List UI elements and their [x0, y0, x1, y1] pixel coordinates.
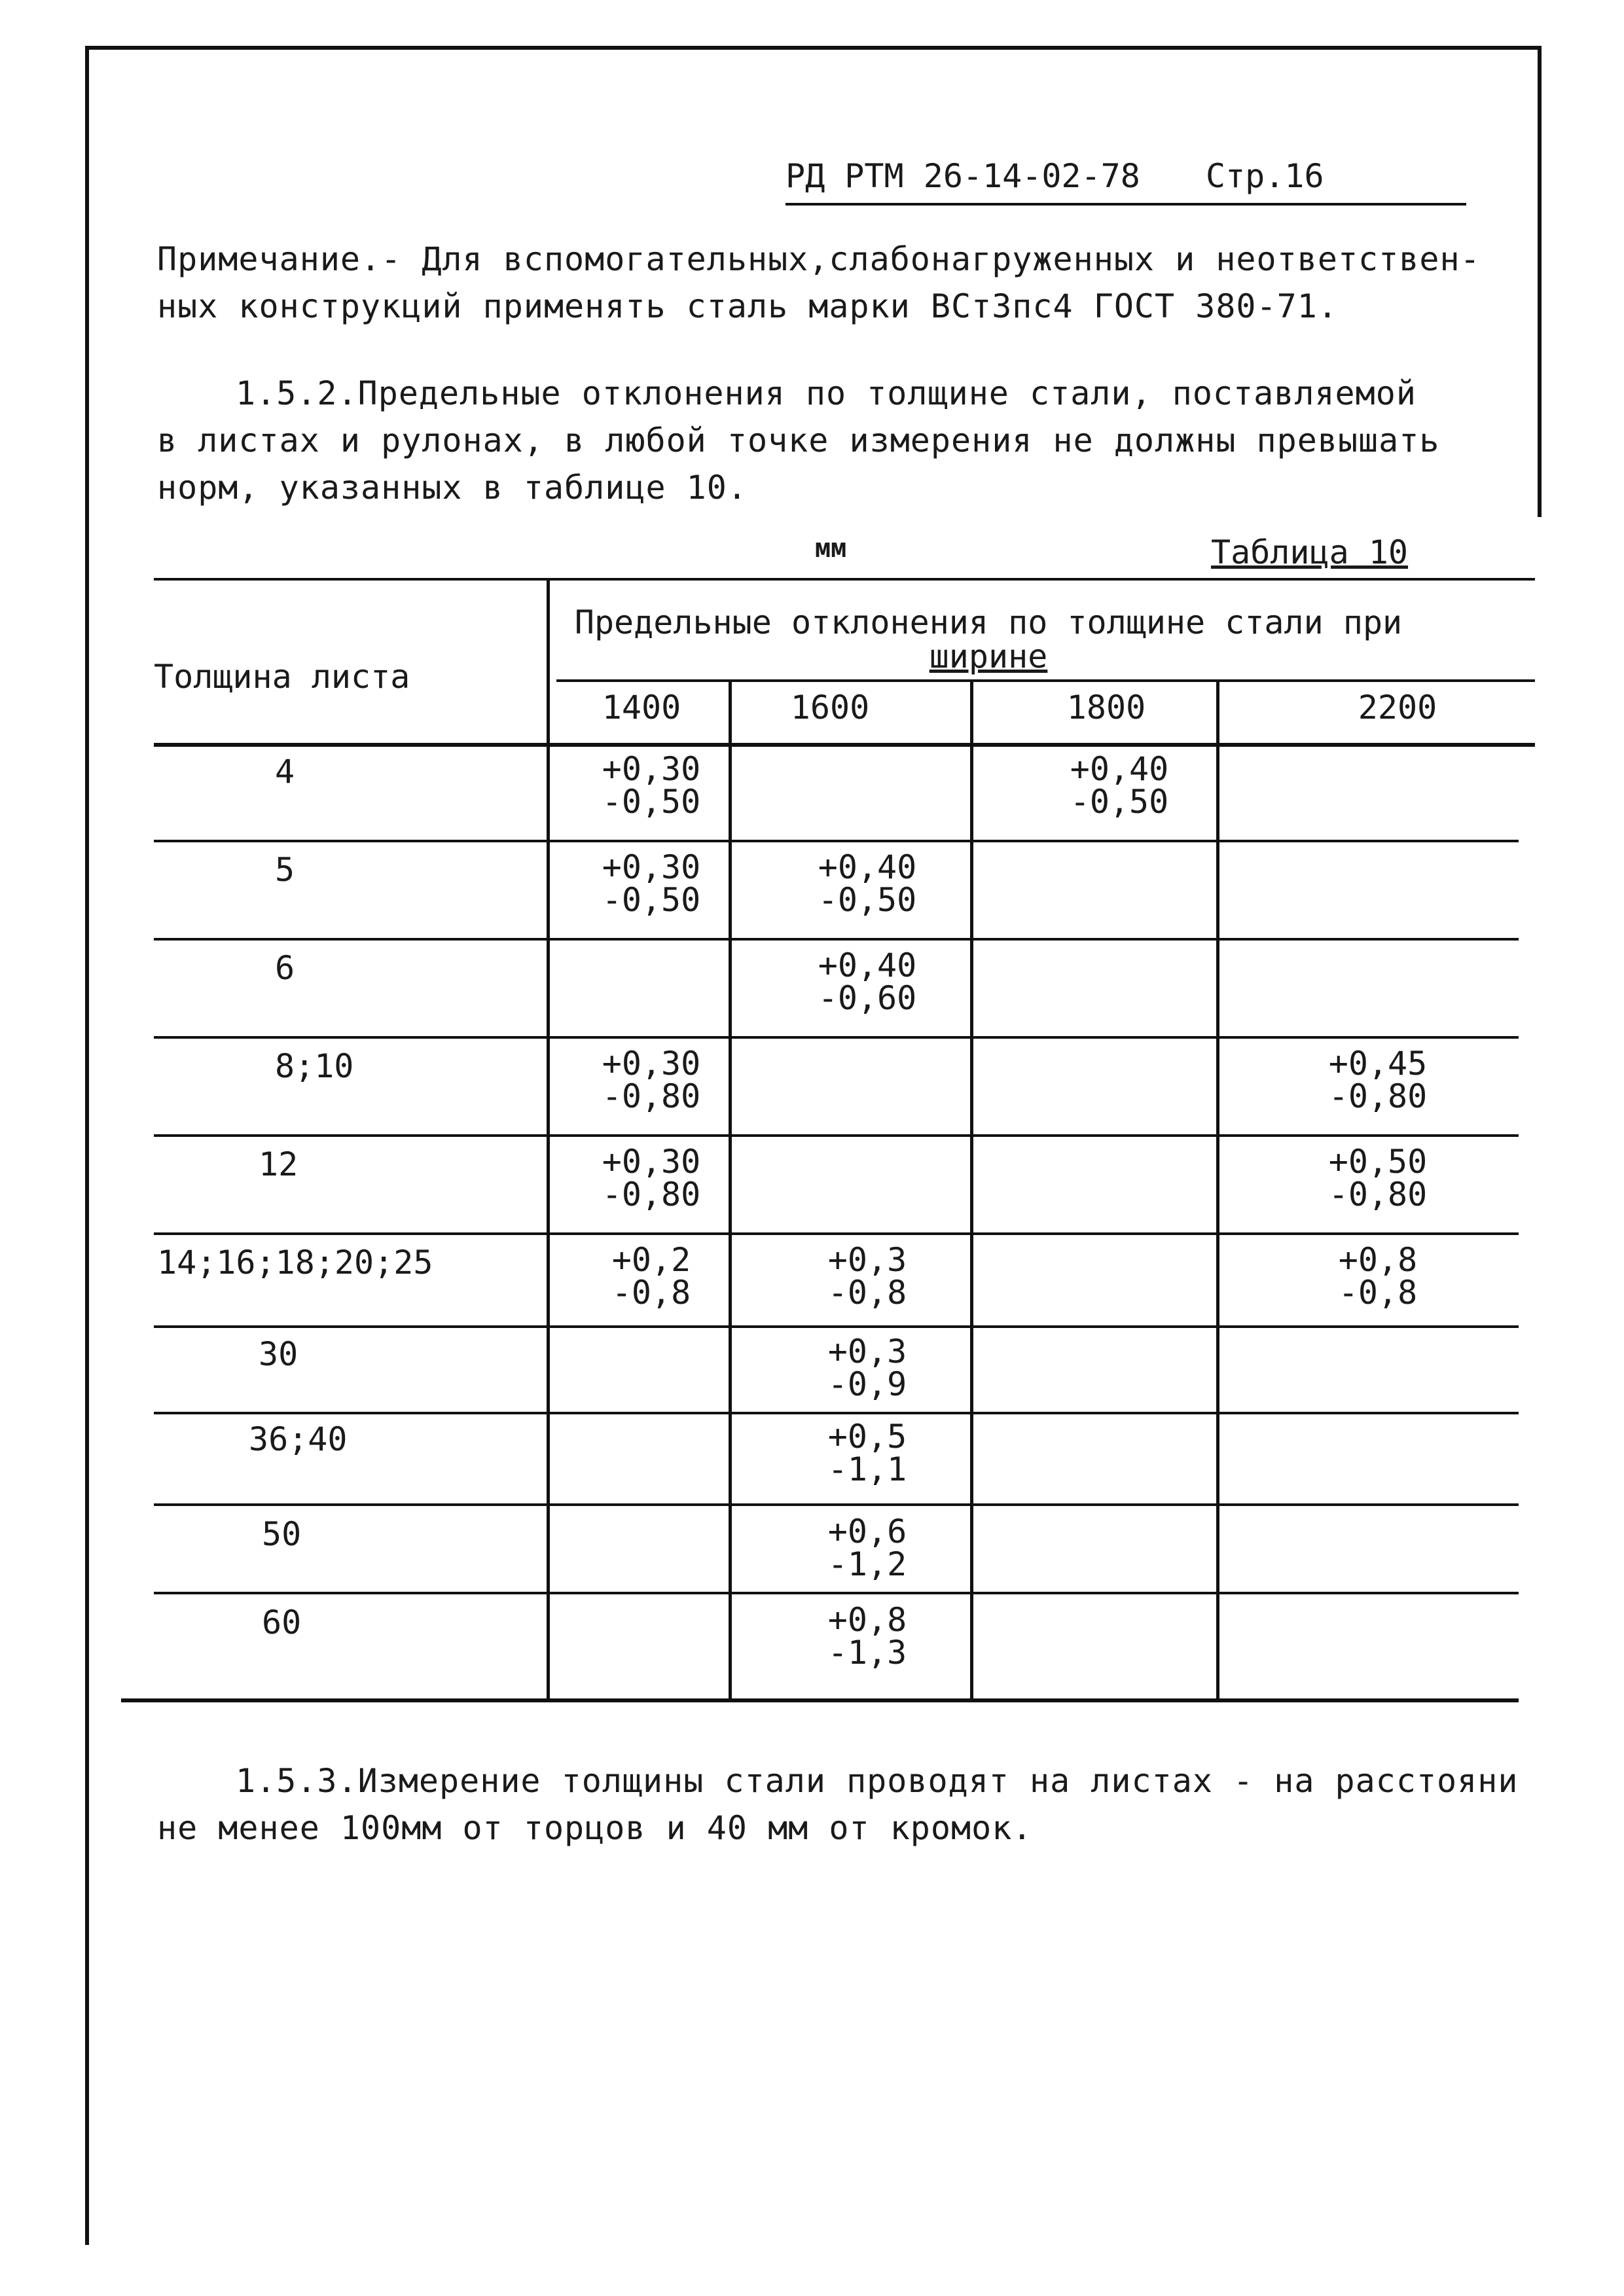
deviation-plus: +0,40 — [1070, 750, 1169, 788]
deviation-minus: -1,3 — [827, 1634, 907, 1672]
deviation-cell-2200 — [1299, 1145, 1456, 1211]
deviation-minus: -0,50 — [1070, 783, 1169, 821]
row-thickness: 4 — [275, 753, 295, 791]
column-header-width-1600: 1600 — [790, 689, 870, 726]
deviation-minus: -0,8 — [1338, 1274, 1418, 1312]
deviation-minus: -0,80 — [1328, 1077, 1428, 1115]
deviation-cell-1600 — [789, 1420, 946, 1486]
deviation-cell-1600 — [789, 848, 946, 919]
column-header-width-2200: 2200 — [1358, 689, 1437, 726]
table-rule-top — [154, 578, 1535, 581]
deviation-plus: +0,45 — [1328, 1045, 1428, 1083]
table-rule-row — [154, 1325, 1519, 1328]
deviation-minus: -0,80 — [602, 1077, 701, 1115]
row-thickness: 12 — [259, 1145, 298, 1183]
document-code: РД РТМ 26-14-02-78 — [785, 157, 1140, 195]
deviation-cell-1600 — [789, 1601, 946, 1672]
deviation-plus: +0,50 — [1328, 1143, 1428, 1181]
table-col-rule — [547, 579, 550, 1700]
table-title: Таблица 10 — [1211, 533, 1409, 571]
table-rule-row — [154, 938, 1519, 941]
deviation-plus: +0,30 — [602, 1143, 701, 1181]
row-thickness: 8;10 — [275, 1047, 354, 1085]
deviation-minus: -0,50 — [602, 783, 701, 821]
table-rule-row — [154, 1036, 1519, 1039]
table-rule-subheader — [556, 679, 1535, 682]
deviation-minus: -0,80 — [602, 1175, 701, 1213]
table-rule-row — [154, 840, 1519, 842]
row-thickness: 5 — [275, 851, 295, 889]
deviation-minus: -1,2 — [827, 1545, 907, 1583]
deviation-cell-2200 — [1299, 1241, 1456, 1312]
note-line-2: ных конструкций применять сталь марки ВСт3пс4 ГОСТ 380-71. — [157, 287, 1338, 325]
table-rule-row — [154, 1412, 1519, 1414]
deviation-minus: -1,1 — [827, 1450, 907, 1488]
deviation-cell-1600 — [789, 1241, 946, 1312]
table-rule-bottom — [121, 1698, 1519, 1702]
deviation-cell-1400 — [573, 1145, 730, 1211]
row-thickness: 60 — [262, 1604, 302, 1641]
page-frame-left — [85, 46, 89, 2245]
table-col-rule — [1216, 681, 1219, 1700]
deviation-plus: +0,3 — [827, 1333, 907, 1371]
row-thickness: 36;40 — [249, 1420, 348, 1458]
row-thickness: 30 — [259, 1335, 298, 1373]
deviation-minus: -0,50 — [602, 881, 701, 919]
column-group-header-line-2: ширине — [929, 637, 1048, 675]
page-number: Стр.16 — [1205, 157, 1324, 195]
deviation-plus: +0,2 — [611, 1241, 691, 1279]
row-thickness: 6 — [275, 949, 295, 987]
table-rule-row — [154, 1592, 1519, 1594]
table-rule-row — [154, 1503, 1519, 1506]
column-header-width-1400: 1400 — [602, 689, 681, 726]
row-thickness: 50 — [262, 1515, 302, 1553]
section-153-line-2: не менее 100мм от торцов и 40 мм от кромок. — [157, 1809, 1033, 1847]
section-152-line-3: норм, указанных в таблице 10. — [157, 469, 748, 507]
deviation-cell-1400 — [573, 750, 730, 821]
deviation-cell-1400 — [573, 1241, 730, 1312]
deviation-cell-1600 — [789, 1515, 946, 1581]
column-group-header — [556, 605, 1420, 673]
deviation-minus: -0,80 — [1328, 1175, 1428, 1213]
table-rule-row — [154, 1232, 1519, 1235]
deviation-cell-1600 — [789, 946, 946, 1017]
row-thickness: 14;16;18;20;25 — [157, 1244, 433, 1282]
deviation-cell-1400 — [573, 1047, 730, 1113]
deviation-plus: +0,5 — [827, 1418, 907, 1456]
page-frame-top — [85, 46, 1542, 50]
table-rule-row — [154, 1134, 1519, 1137]
deviation-plus: +0,30 — [602, 1045, 701, 1083]
deviation-minus: -0,8 — [827, 1274, 907, 1312]
section-152-line-2: в листах и рулонах, в любой точке измерения не должны превышать — [157, 422, 1440, 459]
table-units: мм — [815, 533, 847, 564]
table-rule-header-bottom — [154, 743, 1535, 747]
column-header-thickness: Толщина листа — [154, 658, 410, 696]
deviation-minus: -0,60 — [818, 979, 917, 1017]
deviation-plus: +0,8 — [1338, 1241, 1418, 1279]
deviation-cell-1600 — [789, 1335, 946, 1401]
deviation-plus: +0,30 — [602, 848, 701, 886]
deviation-cell-1400 — [573, 848, 730, 919]
deviation-plus: +0,40 — [818, 946, 917, 984]
document-header — [785, 157, 1466, 206]
deviation-plus: +0,40 — [818, 848, 917, 886]
note-line-1: Примечание.- Для вспомогательных,слабонагруженных и неответствен- — [157, 240, 1481, 278]
table-col-rule — [970, 681, 973, 1700]
column-header-width-1800: 1800 — [1066, 689, 1146, 726]
section-152-line-1: 1.5.2.Предельные отклонения по толщине стали, поставляемой — [236, 374, 1416, 412]
deviation-plus: +0,30 — [602, 750, 701, 788]
section-153-line-1: 1.5.3.Измерение толщины стали проводят на листах - на расстояни — [236, 1762, 1519, 1800]
deviation-plus: +0,6 — [827, 1513, 907, 1551]
deviation-cell-2200 — [1299, 1047, 1456, 1113]
deviation-minus: -0,50 — [818, 881, 917, 919]
deviation-cell-1800 — [1041, 750, 1198, 821]
column-group-header-line-1: Предельные отклонения по толщине стали при — [574, 603, 1403, 641]
deviation-plus: +0,3 — [827, 1241, 907, 1279]
deviation-minus: -0,8 — [611, 1274, 691, 1312]
deviation-plus: +0,8 — [827, 1601, 907, 1639]
deviation-minus: -0,9 — [827, 1365, 907, 1403]
page-frame-right — [1538, 46, 1542, 517]
